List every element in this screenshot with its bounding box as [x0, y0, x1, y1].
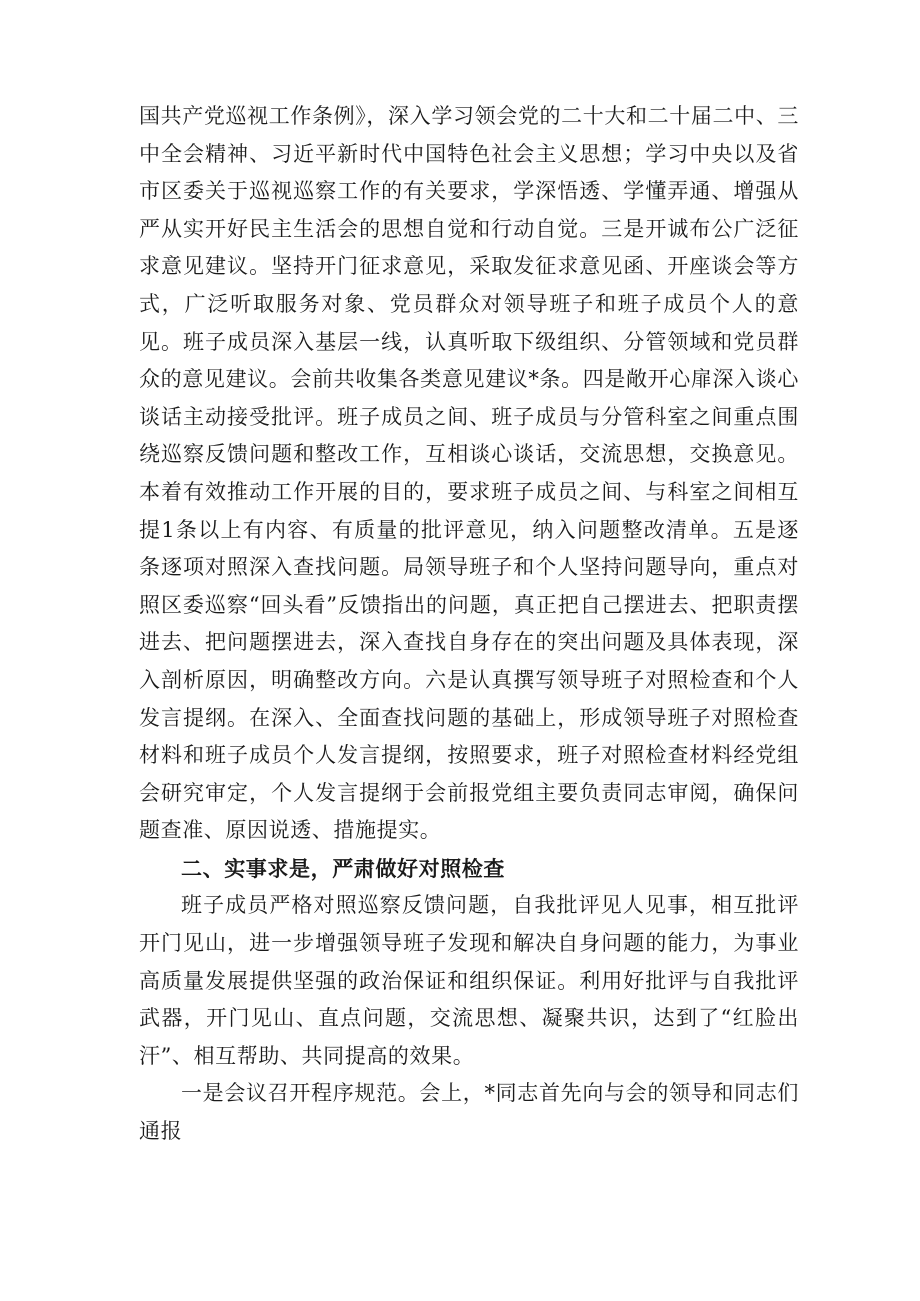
paragraph-continuation: 国共产党巡视工作条例》，深入学习领会党的二十大和二十届二中、三中全会精神、习近平新时代中国特色社会主义思想；学习中央以及省市区委关于巡视巡察工作的有关要求，学深悟透、学懂弄通、增强从严从实开好民主生活会的思想自觉和行动自觉。三是开诚布公广泛征求意见建议。坚持开门征求意见，采取发征求意见函、开座谈会等方式，广泛听取服务对象、党员群众对领导班子和班子成员个人的意见。班子成员深入基层一线，认真听取下级组织、分管领域和党员群众的意见建议。会前共收集各类意见建议*条。四是敞开心扉深入谈心谈话主动接受批评。班子成员之间、班子成员与分管科室之间重点围绕巡察反馈问题和整改工作，互相谈心谈话，交流思想，交换意见。本着有效推动工作开展的目的，要求班子成员之间、与科室之间相互提1条以上有内容、有质量的批评意见，纳入问题整改清单。五是逐条逐项对照深入查找问题。局领导班子和个人坚持问题导向，重点对照区委巡察“回头看”反馈指出的问题，真正把自己摆进去、把职责摆进去、把问题摆进去，深入查找自身存在的突出问题及具体表现，深入剖析原因，明确整改方向。六是认真撰写领导班子对照检查和个人发言提纲。在深入、全面查找问题的基础上，形成领导班子对照检查材料和班子成员个人发言提纲，按照要求，班子对照检查材料经党组会研究审定，个人发言提纲于会前报党组主要负责同志审阅，确保问题查准、原因说透、措施提实。 — [139, 104, 799, 843]
section-heading: 二、实事求是，严肃做好对照检查 — [181, 855, 505, 881]
paragraph-meeting-procedure: 一是会议召开程序规范。会上，*同志首先向与会的领导和同志们通报 — [139, 1081, 799, 1144]
document-body — [139, 98, 799, 1151]
paragraph-section-intro: 班子成员严格对照巡察反馈问题，自我批评见人见事，相互批评开门见山，进一步增强领导班子发现和解决自身问题的能力，为事业高质量发展提供坚强的政治保证和组织保证。利用好批评与自我批评武器，开门见山、直点问题，交流思想、凝聚共识，达到了“红脸出汗”、相互帮助、共同提高的效果。 — [139, 893, 799, 1068]
